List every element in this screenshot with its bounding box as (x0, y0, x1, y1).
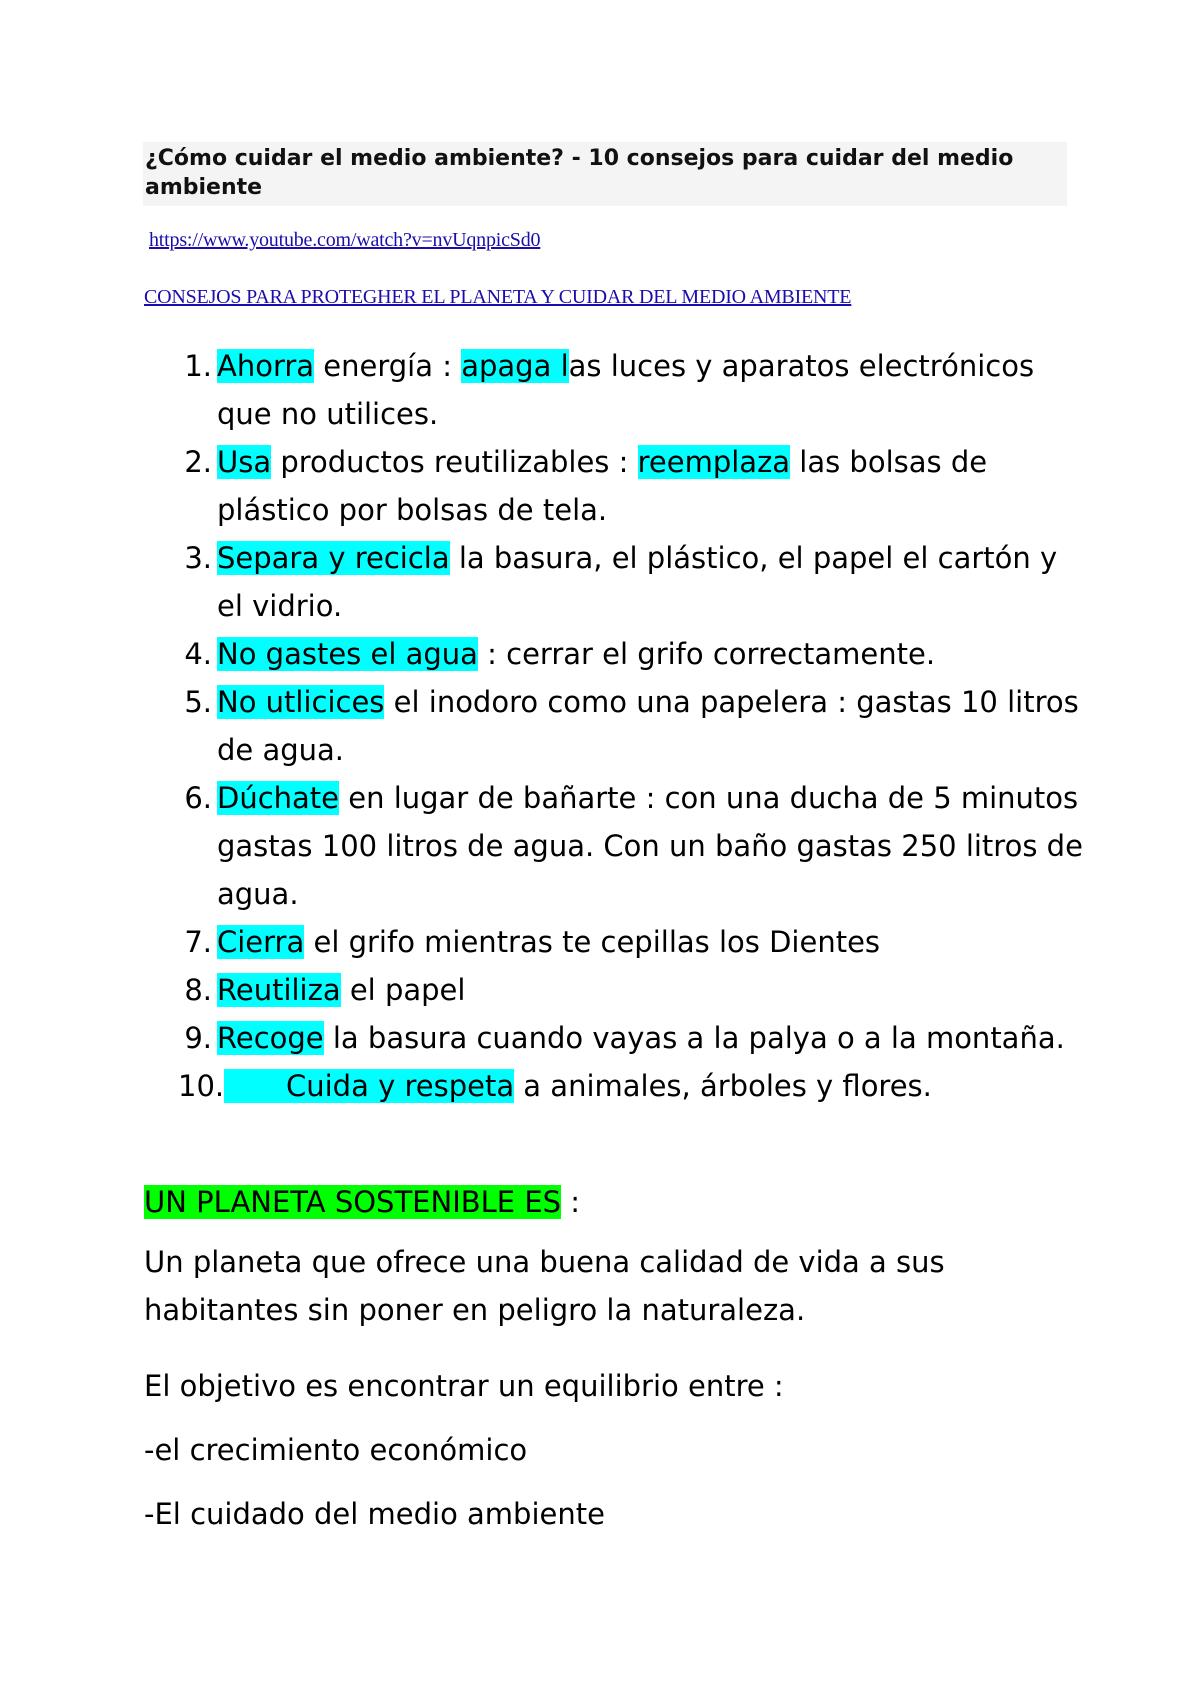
heading-highlight: UN PLANETA SOSTENIBLE ES (144, 1185, 562, 1219)
list-item (144, 630, 1084, 678)
highlighted-verb: Usa (217, 445, 272, 479)
tips-link[interactable]: CONSEJOS PARA PROTEGHER EL PLANETA Y CUIDAR DEL MEDIO AMBIENTE (144, 286, 852, 308)
highlighted-verb: Dúchate (217, 781, 340, 815)
highlighted-verb: Cuida y respeta (224, 1069, 514, 1103)
item-text: a animales, árboles y flores. (514, 1069, 932, 1103)
list-item (144, 966, 1084, 1014)
item-number: 8. (184, 973, 212, 1007)
item-text: energía : (314, 349, 462, 383)
youtube-video-link[interactable]: https://www.youtube.com/watch?v=nvUqnpicSd0 (149, 229, 541, 251)
item-text: la basura, el plástico, el papel el cartón y el vidrio. (217, 541, 1058, 623)
highlighted-verb: Reutiliza (217, 973, 341, 1007)
highlighted-verb: Ahorra (217, 349, 315, 383)
list-item (144, 678, 1084, 774)
item-text: el papel (340, 973, 466, 1007)
item-number: 2. (184, 445, 212, 479)
item-text: en lugar de bañarte : con una ducha de 5 minutos gastas 100 litros de agua. Con un baño gastas 250 litros de agua. (217, 781, 1083, 911)
goal-item-economic: -el crecimiento económico (144, 1433, 528, 1467)
list-item (144, 534, 1084, 630)
item-text: as luces y aparatos electrónicos que no utilices. (217, 349, 1035, 431)
item-text: : cerrar el grifo correctamente. (477, 637, 936, 671)
item-number: 9. (184, 1021, 212, 1055)
highlighted-verb: apaga l (461, 349, 569, 383)
sustainable-heading (144, 1178, 1084, 1226)
tips-list (144, 342, 1084, 1110)
item-number: 4. (184, 637, 212, 671)
item-number: 1. (184, 349, 212, 383)
list-item (144, 774, 1084, 918)
item-text: el inodoro como una papelera : gastas 10 litros de agua. (217, 685, 1079, 767)
list-item (144, 1062, 1084, 1110)
item-text: productos reutilizables : (271, 445, 638, 479)
highlighted-verb: Cierra (217, 925, 305, 959)
highlighted-verb: Separa y recicla (217, 541, 450, 575)
item-number: 3. (184, 541, 212, 575)
list-item (144, 342, 1084, 438)
document-title: ¿Cómo cuidar el medio ambiente? - 10 consejos para cuidar del medio ambiente (143, 142, 1067, 206)
goal-item-environment: -El cuidado del medio ambiente (144, 1497, 605, 1531)
list-item (144, 918, 1084, 966)
item-text: el grifo mientras te cepillas los Dientes (304, 925, 881, 959)
heading-suffix: : (561, 1185, 581, 1219)
highlighted-verb: No gastes el agua (217, 637, 478, 671)
item-number: 5. (184, 685, 212, 719)
list-item (144, 1014, 1084, 1062)
item-number: 6. (184, 781, 212, 815)
highlighted-verb: Recoge (217, 1021, 324, 1055)
item-text: las bolsas de plástico por bolsas de tela. (217, 445, 988, 527)
highlighted-verb: reemplaza (637, 445, 791, 479)
goal-text: El objetivo es encontrar un equilibrio entre : (144, 1369, 784, 1403)
highlighted-verb: No utlicices (217, 685, 385, 719)
item-text: la basura cuando vayas a la palya o a la montaña. (323, 1021, 1065, 1055)
list-item (144, 438, 1084, 534)
item-number: 10. (178, 1069, 225, 1103)
sustainable-definition: Un planeta que ofrece una buena calidad de vida a sus habitantes sin poner en peligro la naturaleza. (144, 1245, 945, 1327)
item-number: 7. (184, 925, 212, 959)
